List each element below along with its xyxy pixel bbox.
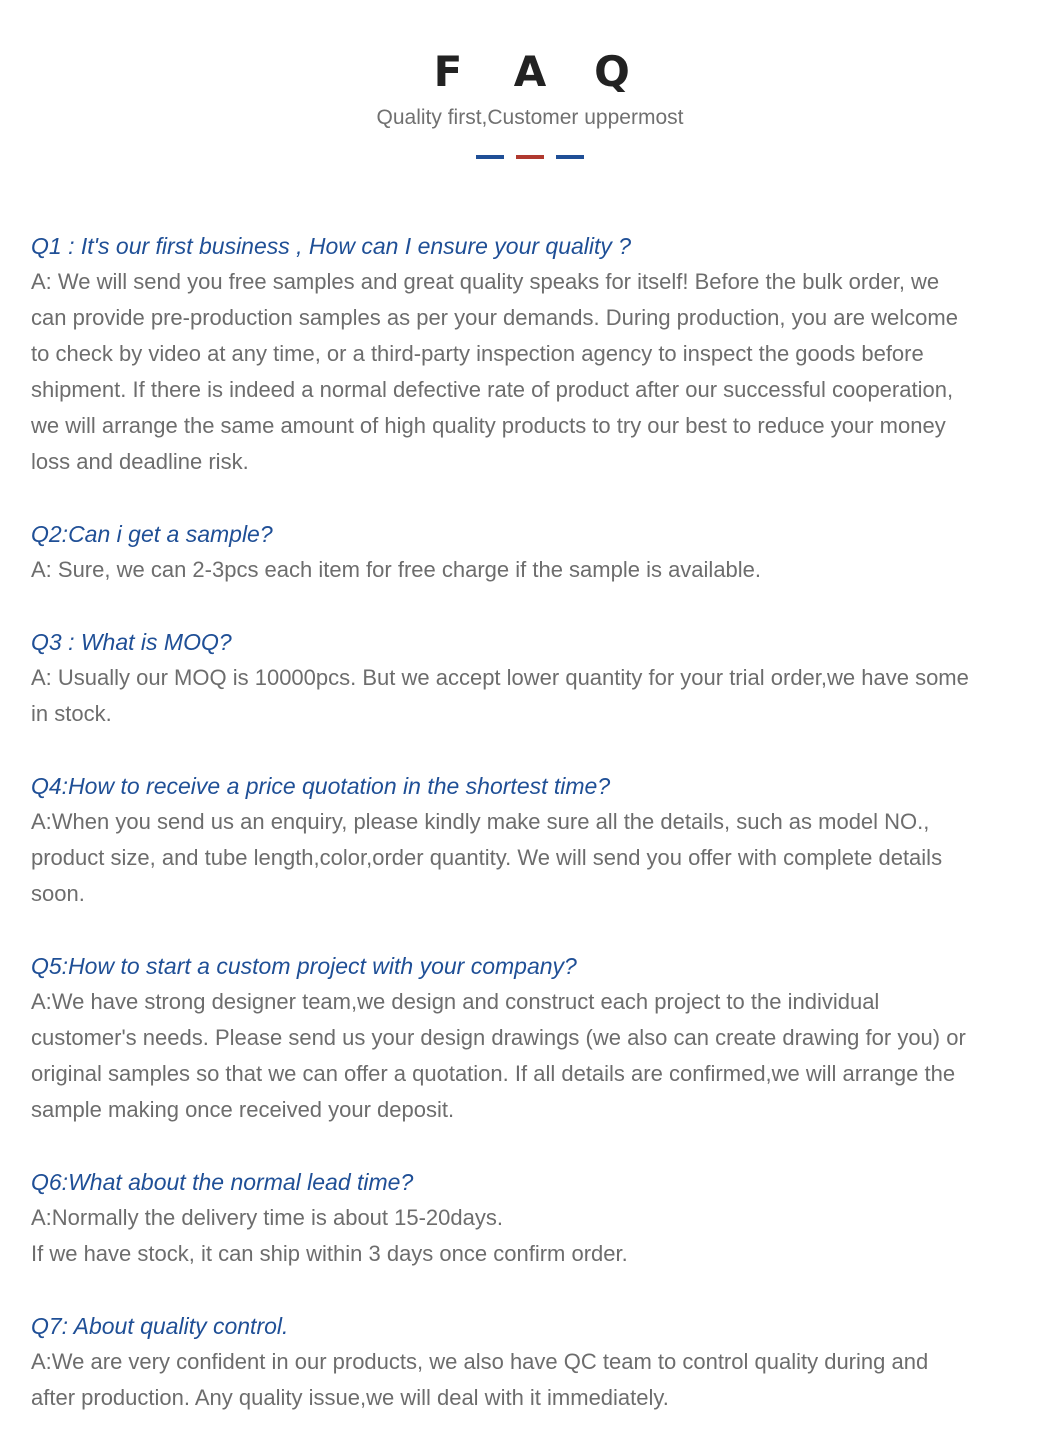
- answer-line: If we have stock, it can ship within 3 days once confirm order.: [31, 1241, 628, 1266]
- answer-line: sample making once received your deposit.: [31, 1097, 455, 1122]
- faq-item: [31, 516, 1031, 588]
- faq-item: [31, 1164, 1031, 1272]
- faq-answer: [31, 264, 1031, 480]
- title-letter: A: [513, 47, 547, 96]
- faq-question: Q4:How to receive a price quotation in the shortest time?: [31, 773, 611, 799]
- faq-answer: [31, 552, 1031, 588]
- faq-answer: [31, 804, 1031, 912]
- answer-line: original samples so that we can offer a quotation. If all details are confirmed,we will arrange the: [31, 1061, 956, 1086]
- answer-line: A: We will send you free samples and great quality speaks for itself! Before the bulk order, we: [31, 269, 940, 294]
- faq-item: [31, 768, 1031, 912]
- faq-item: [31, 228, 1031, 480]
- faq-question: Q7: About quality control.: [31, 1313, 289, 1339]
- dash-divider: [556, 155, 584, 159]
- decorative-dashes: [476, 155, 584, 159]
- answer-line: we will arrange the same amount of high quality products to try our best to reduce your money: [31, 413, 946, 438]
- faq-question: Q6:What about the normal lead time?: [31, 1169, 414, 1195]
- title-letter: Q: [594, 47, 630, 96]
- title-letter: F: [433, 47, 463, 96]
- page-subtitle: Quality first,Customer uppermost: [376, 106, 684, 129]
- answer-line: product size, and tube length,color,order quantity. We will send you offer with complete details: [31, 845, 943, 870]
- answer-line: A:Normally the delivery time is about 15-20days.: [31, 1205, 503, 1230]
- answer-line: can provide pre-production samples as per your demands. During production, you are welcome: [31, 305, 958, 330]
- faq-answer: [31, 660, 1031, 732]
- answer-line: A:We have strong designer team,we design and construct each project to the individual: [31, 989, 880, 1014]
- faq-question: Q3 : What is MOQ?: [31, 629, 232, 655]
- faq-question: Q5:How to start a custom project with your company?: [31, 953, 577, 979]
- faq-answer: [31, 984, 1031, 1128]
- dash-divider: [476, 155, 504, 159]
- answer-line: in stock.: [31, 701, 112, 726]
- answer-line: loss and deadline risk.: [31, 449, 249, 474]
- answer-line: A:When you send us an enquiry, please kindly make sure all the details, such as model NO.,: [31, 809, 930, 834]
- answer-line: A: Sure, we can 2-3pcs each item for free charge if the sample is available.: [31, 557, 762, 582]
- faq-item: [31, 1308, 1031, 1416]
- faq-question: Q2:Can i get a sample?: [31, 521, 273, 547]
- answer-line: shipment. If there is indeed a normal defective rate of product after our successful cooperation,: [31, 377, 954, 402]
- answer-line: soon.: [31, 881, 85, 906]
- faq-list: [31, 228, 1031, 1452]
- answer-line: A: Usually our MOQ is 10000pcs. But we accept lower quantity for your trial order,we have some: [31, 665, 969, 690]
- answer-line: to check by video at any time, or a third-party inspection agency to inspect the goods before: [31, 341, 924, 366]
- faq-item: [31, 624, 1031, 732]
- faq-answer: [31, 1344, 1031, 1416]
- answer-line: customer's needs. Please send us your design drawings (we also can create drawing for you) or: [31, 1025, 966, 1050]
- answer-line: after production. Any quality issue,we will deal with it immediately.: [31, 1385, 669, 1410]
- page-title: [0, 44, 1060, 100]
- faq-item: [31, 948, 1031, 1128]
- dash-divider: [516, 155, 544, 159]
- faq-answer: [31, 1200, 1031, 1272]
- answer-line: A:We are very confident in our products, we also have QC team to control quality during and: [31, 1349, 929, 1374]
- faq-question: Q1 : It's our first business , How can I ensure your quality ?: [31, 233, 632, 259]
